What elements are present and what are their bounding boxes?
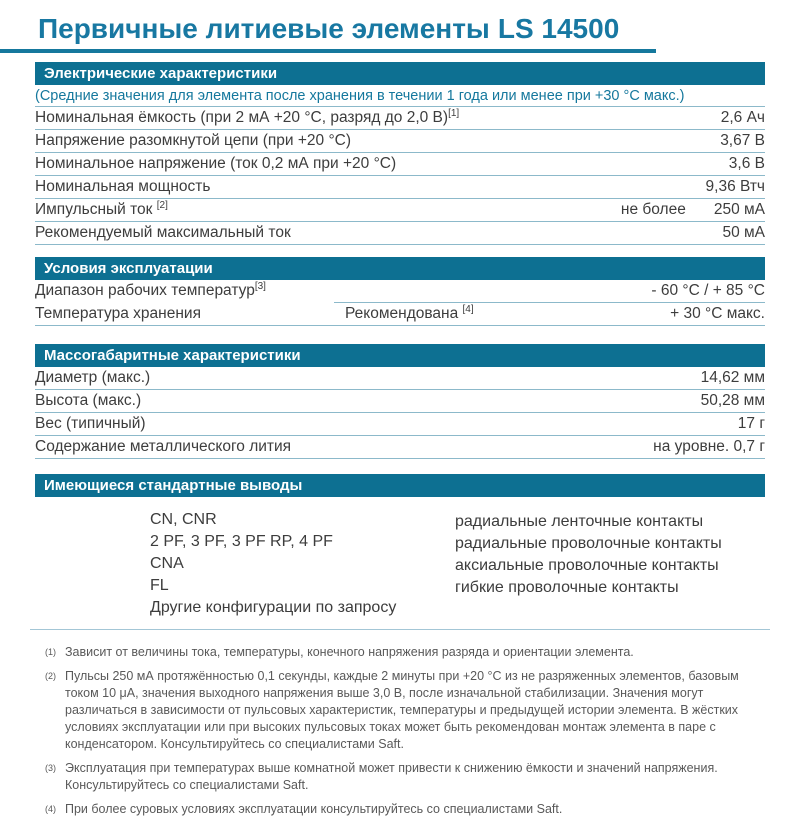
row-label: Номинальная мощность — [35, 178, 211, 195]
section-header-electrical: Электрические характеристики — [35, 62, 765, 85]
terminal-code: FL — [150, 577, 169, 594]
footnote-ref: [3] — [254, 280, 266, 292]
footnote-text: Зависит от величины тока, температуры, конечного напряжения разряда и ориентации элемента. — [65, 645, 634, 659]
row-value: - 60 °C / + 85 °C — [651, 282, 765, 299]
footnote-ref: [2] — [156, 199, 168, 211]
footnote-text: Эксплуатация при температурах выше комнатной может привести к снижению ёмкости и значений напряжения. Консультируйтесь со специалистами Saft. — [65, 761, 718, 792]
footnote-marker: (1) — [45, 647, 56, 657]
footnote-marker: (3) — [45, 763, 56, 773]
terminal-description: аксиальные проволочные контакты — [455, 557, 719, 574]
row-label: Диаметр (макс.) — [35, 369, 151, 386]
page-title — [38, 13, 800, 45]
terminal-descriptions — [455, 509, 722, 619]
row-label: Напряжение разомкнутой цепи (при +20 °C) — [35, 132, 352, 149]
section-header-terminals: Имеющиеся стандартные выводы — [35, 474, 765, 497]
footnote-marker: (2) — [45, 671, 56, 681]
row-label: Диапазон рабочих температур[3] — [35, 280, 266, 299]
row-qualifier: не более — [620, 201, 686, 218]
section-header-dimensions: Массогабаритные характеристики — [35, 344, 765, 367]
row-label: Рекомендуемый максимальный ток — [35, 224, 291, 241]
row-value: + 30 °C макс. — [670, 305, 765, 322]
row-value: 9,36 Втч — [705, 178, 765, 195]
electrical-subtitle: (Средние значения для элемента после хранения в течении 1 года или менее при +30 °C макс.) — [35, 85, 765, 107]
terminal-code: CN, CNR — [150, 511, 217, 528]
table-row — [35, 436, 765, 459]
row-value: 14,62 мм — [700, 369, 765, 386]
terminal-description: радиальные проволочные контакты — [455, 535, 722, 552]
footnote-item — [45, 801, 775, 818]
row-value: 17 г — [737, 415, 765, 432]
table-row — [35, 130, 765, 153]
footnote-text: При более суровых условиях эксплуатации консультируйтесь со специалистами Saft. — [65, 802, 563, 816]
table-row — [35, 222, 765, 245]
row-middle-note: Рекомендована [4] — [345, 303, 474, 322]
table-row — [35, 367, 765, 390]
table-row — [35, 107, 765, 130]
table-row — [35, 280, 765, 303]
terminal-code: CNA — [150, 555, 184, 572]
row-label: Температура хранения — [35, 305, 201, 322]
page-title-main: Первичные литиевые элементы — [38, 13, 490, 44]
table-row — [35, 176, 765, 199]
footnote-item — [45, 644, 775, 661]
terminal-description: радиальные ленточные контакты — [455, 513, 704, 530]
footnotes — [45, 644, 775, 818]
row-value: 2,6 Ач — [720, 109, 765, 126]
row-label: Вес (типичный) — [35, 415, 146, 432]
dimensions-table — [35, 367, 765, 459]
footnote-marker: (4) — [45, 804, 56, 814]
row-label: Содержание металлического лития — [35, 438, 292, 455]
row-value: 250 мА — [713, 201, 765, 218]
table-row — [35, 199, 765, 222]
terminal-code: 2 PF, 3 PF, 3 PF RP, 4 PF — [150, 533, 333, 550]
row-value: на уровне. 0,7 г — [653, 438, 765, 455]
footnotes-divider — [30, 629, 770, 630]
section-header-operating: Условия эксплуатации — [35, 257, 765, 280]
footnote-ref: [4] — [462, 303, 474, 315]
table-row — [35, 390, 765, 413]
footnote-ref: [1] — [448, 107, 460, 119]
row-value: 3,6 В — [728, 155, 765, 172]
row-label: Импульсный ток [2] — [35, 199, 168, 218]
terminal-codes — [150, 509, 455, 619]
terminal-description: гибкие проволочные контакты — [455, 579, 679, 596]
table-row — [35, 153, 765, 176]
terminals-list — [35, 497, 765, 619]
footnote-text: Пульсы 250 мА протяжённостью 0,1 секунды, каждые 2 минуты при +20 °C из не разряженных элементов, базовым током 10 μА, значения выходного напряжения выше 3,0 В, после изначальной стабилизации. Значения могут различаться в зависимости от пульсовых характеристик, температуры и предыдущей истории элемента. В жёстких условиях эксплуатации или при высоких пульсовых токах может быть рекомендован монтаж элемента в паре с конденсатором. Консультируйтесь со специалистами Saft. — [65, 669, 739, 751]
row-label: Номинальная ёмкость (при 2 мА +20 °C, разряд до 2,0 В)[1] — [35, 107, 460, 126]
operating-table — [35, 280, 765, 326]
row-label: Высота (макс.) — [35, 392, 142, 409]
electrical-table — [35, 107, 765, 245]
row-label: Номинальное напряжение (ток 0,2 мА при +20 °C) — [35, 155, 397, 172]
table-row — [35, 303, 765, 326]
row-value: 50,28 мм — [700, 392, 765, 409]
table-row — [35, 413, 765, 436]
row-value: 50 мА — [722, 224, 765, 241]
row-value: 3,67 В — [720, 132, 765, 149]
footnote-item — [45, 760, 775, 794]
page-title-model: LS 14500 — [497, 13, 620, 44]
footnote-item — [45, 668, 775, 753]
terminal-code: Другие конфигурации по запросу — [150, 599, 397, 616]
